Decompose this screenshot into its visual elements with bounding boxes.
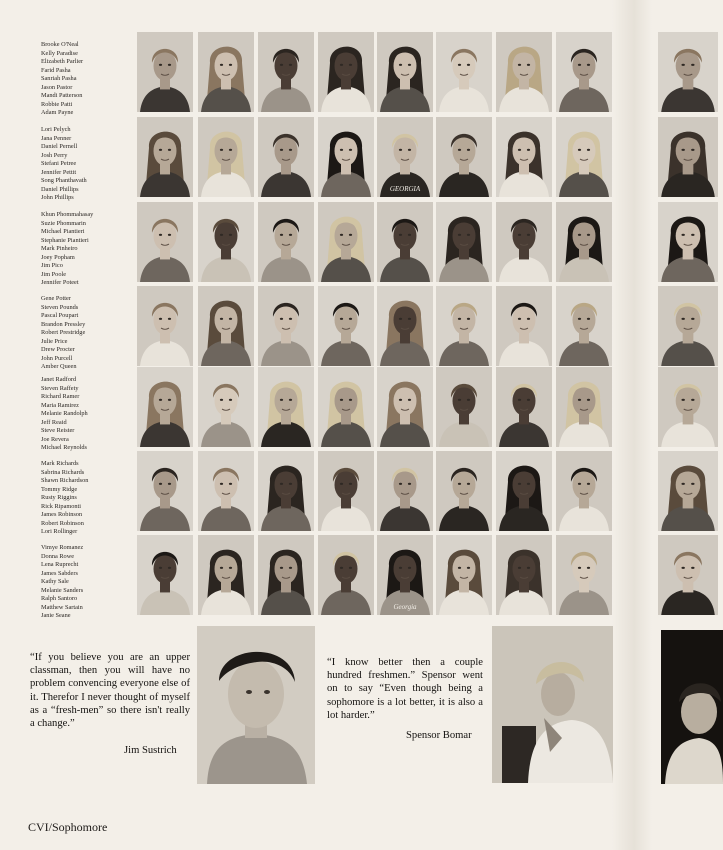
student-name: Jim Pico bbox=[41, 262, 63, 269]
student-name: Steven Pounds bbox=[41, 303, 79, 311]
shirt-lettering: Georgia bbox=[393, 602, 417, 611]
student-name: Farid Pasha bbox=[41, 66, 71, 74]
student-portrait bbox=[198, 286, 254, 366]
student-portrait bbox=[556, 32, 612, 112]
student-name: Pascal Poupart bbox=[41, 312, 79, 319]
student-portrait bbox=[258, 367, 314, 447]
facing-page-portrait bbox=[658, 535, 718, 615]
student-portrait bbox=[198, 535, 254, 615]
student-portrait bbox=[436, 202, 492, 282]
candid-photo-2 bbox=[492, 626, 613, 783]
student-name: Julie Price bbox=[41, 337, 68, 345]
student-portrait bbox=[377, 367, 433, 447]
student-name: Daniel Pernell bbox=[41, 143, 78, 150]
student-portrait bbox=[258, 202, 314, 282]
student-name: Robert Prestridge bbox=[41, 329, 86, 336]
student-portrait bbox=[258, 535, 314, 615]
student-portrait bbox=[137, 117, 193, 197]
student-name: Melanie Sanders bbox=[41, 586, 84, 594]
student-name: Matthew Sartain bbox=[41, 603, 83, 611]
student-name: Gene Potter bbox=[41, 295, 71, 302]
student-name: Brandon Pressley bbox=[41, 320, 86, 328]
student-portrait bbox=[137, 286, 193, 366]
quote-block-1 bbox=[30, 651, 190, 730]
student-name: Rick Ripamonti bbox=[41, 502, 82, 510]
name-list bbox=[41, 126, 133, 203]
student-portrait bbox=[318, 535, 374, 615]
student-portrait bbox=[496, 32, 552, 112]
student-portrait bbox=[198, 117, 254, 197]
student-name: Kelly Paradise bbox=[41, 49, 78, 57]
student-portrait bbox=[198, 367, 254, 447]
name-list bbox=[41, 41, 133, 118]
student-name: Robert Robinson bbox=[41, 519, 84, 527]
student-portrait bbox=[377, 32, 433, 112]
name-list bbox=[41, 544, 133, 621]
student-name: Sabrina Richards bbox=[41, 468, 85, 476]
student-name: Song Phanthavath bbox=[41, 177, 87, 184]
student-name: Michael Reynolds bbox=[41, 444, 87, 451]
quote-attribution: Spensor Bomar bbox=[406, 730, 472, 741]
student-name: Joe Revera bbox=[41, 435, 69, 443]
student-name: Jason Pastor bbox=[41, 83, 73, 91]
student-portrait bbox=[496, 117, 552, 197]
student-name: Josh Perry bbox=[41, 151, 68, 159]
student-name: Stephanie Piantieri bbox=[41, 236, 89, 244]
student-name: Elizabeth Parlier bbox=[41, 58, 84, 65]
quote-attribution: Jim Sustrich bbox=[124, 745, 177, 756]
facing-page-portrait bbox=[658, 117, 718, 197]
quote-block-2 bbox=[327, 656, 483, 722]
student-name: Mandi Patterson bbox=[41, 92, 83, 99]
student-name: Steven Raffety bbox=[41, 384, 79, 392]
student-portrait bbox=[556, 117, 612, 197]
quote-text: “If you believe you are an upper classman, then you will have no problem convencing everyone else of it. Therefor I never thought of myself as a “fresh-men” so there isn't really a change.” bbox=[30, 652, 190, 730]
student-portrait bbox=[436, 286, 492, 366]
student-name: Mark Pinheiro bbox=[41, 245, 78, 252]
student-name: Richard Ramer bbox=[41, 393, 80, 400]
page-footer: CVI/Sophomore bbox=[28, 820, 108, 834]
student-portrait bbox=[436, 117, 492, 197]
student-portrait bbox=[137, 367, 193, 447]
student-portrait bbox=[258, 117, 314, 197]
student-name: Lena Ruprecht bbox=[41, 561, 79, 568]
name-list bbox=[41, 295, 133, 372]
candid-photo-1 bbox=[197, 626, 315, 784]
student-portrait bbox=[198, 451, 254, 531]
student-portrait bbox=[318, 451, 374, 531]
student-name: Mark Richards bbox=[41, 460, 79, 467]
student-name: Maria Ramirez bbox=[41, 401, 79, 409]
student-name: Jennifer Poteet bbox=[41, 279, 79, 286]
student-portrait bbox=[556, 202, 612, 282]
student-name: Vimye Romanez bbox=[41, 544, 84, 551]
student-name: John Phillips bbox=[41, 194, 74, 201]
student-name: James Robinson bbox=[41, 511, 83, 518]
student-name: Jim Poole bbox=[41, 270, 67, 278]
student-portrait bbox=[137, 535, 193, 615]
student-portrait bbox=[258, 451, 314, 531]
student-portrait bbox=[436, 367, 492, 447]
student-portrait bbox=[318, 32, 374, 112]
student-portrait bbox=[496, 451, 552, 531]
student-portrait bbox=[436, 451, 492, 531]
student-portrait bbox=[556, 286, 612, 366]
student-name: Robbie Patti bbox=[41, 100, 73, 108]
student-name: James Sabders bbox=[41, 569, 78, 577]
student-portrait bbox=[258, 32, 314, 112]
student-portrait bbox=[377, 202, 433, 282]
student-portrait bbox=[198, 32, 254, 112]
student-name: Brooke O'Neal bbox=[41, 41, 79, 48]
student-portrait bbox=[556, 367, 612, 447]
student-name: John Purcell bbox=[41, 354, 73, 362]
student-portrait bbox=[496, 202, 552, 282]
student-name: Jeff Reaid bbox=[41, 418, 67, 426]
student-name: Jennifer Pettit bbox=[41, 168, 77, 176]
student-portrait bbox=[258, 286, 314, 366]
student-portrait bbox=[377, 535, 433, 615]
candid-photo-3 bbox=[661, 630, 723, 784]
student-portrait bbox=[137, 202, 193, 282]
student-name: Rusty Riggins bbox=[41, 494, 77, 501]
student-name: Stefani Petree bbox=[41, 160, 77, 167]
name-list bbox=[41, 211, 133, 288]
student-portrait bbox=[318, 286, 374, 366]
student-name: Michael Piantieri bbox=[41, 228, 85, 235]
student-portrait bbox=[496, 367, 552, 447]
student-portrait bbox=[436, 535, 492, 615]
student-name: Janie Seane bbox=[41, 612, 71, 619]
student-portrait bbox=[436, 32, 492, 112]
student-name: Donna Rowe bbox=[41, 552, 75, 560]
student-name: Drew Procter bbox=[41, 346, 75, 353]
student-name: Steve Reister bbox=[41, 427, 75, 434]
student-name: Janet Radford bbox=[41, 376, 77, 383]
student-name: Adam Payne bbox=[41, 109, 74, 116]
student-portrait bbox=[318, 367, 374, 447]
student-name: Melanie Randolph bbox=[41, 410, 88, 417]
student-portrait bbox=[556, 451, 612, 531]
student-name: Amber Queen bbox=[41, 363, 77, 370]
student-portrait bbox=[318, 202, 374, 282]
student-name: Jana Penner bbox=[41, 134, 72, 142]
student-name: Sanriah Pasha bbox=[41, 75, 77, 82]
student-portrait bbox=[318, 117, 374, 197]
student-name: Kathy Sale bbox=[41, 578, 69, 585]
student-name: Lori Rollinger bbox=[41, 528, 78, 535]
facing-page-portrait bbox=[658, 202, 718, 282]
student-name: Khun Phommahasay bbox=[41, 211, 94, 218]
student-name: Tommy Ridge bbox=[41, 485, 78, 493]
student-name: Joey Popham bbox=[41, 253, 75, 261]
student-name: Suzie Phommarin bbox=[41, 219, 86, 227]
shirt-lettering: GEORGIA bbox=[389, 184, 421, 193]
facing-page-portrait bbox=[658, 451, 718, 531]
student-name: Ralph Santoro bbox=[41, 595, 78, 602]
student-portrait bbox=[137, 32, 193, 112]
student-portrait bbox=[496, 535, 552, 615]
facing-page-portrait bbox=[658, 32, 718, 112]
student-portrait bbox=[496, 286, 552, 366]
student-portrait bbox=[137, 451, 193, 531]
student-name: Shawn Richardson bbox=[41, 477, 89, 484]
student-portrait bbox=[377, 286, 433, 366]
student-name: Daniel Phillips bbox=[41, 185, 79, 193]
name-list bbox=[41, 376, 133, 453]
facing-page-portrait bbox=[658, 286, 718, 366]
student-portrait bbox=[377, 117, 433, 197]
student-name: Lori Pelych bbox=[41, 126, 71, 133]
student-portrait bbox=[377, 451, 433, 531]
name-list bbox=[41, 460, 133, 537]
student-portrait bbox=[556, 535, 612, 615]
quote-text: “I know better then a couple hundred freshmen.” Spensor went on to say “Even though being a sophomore is a lot better, it is also a lot harder.” bbox=[327, 657, 483, 721]
page-gutter bbox=[612, 0, 652, 850]
facing-page-portrait bbox=[658, 367, 718, 447]
student-portrait bbox=[198, 202, 254, 282]
